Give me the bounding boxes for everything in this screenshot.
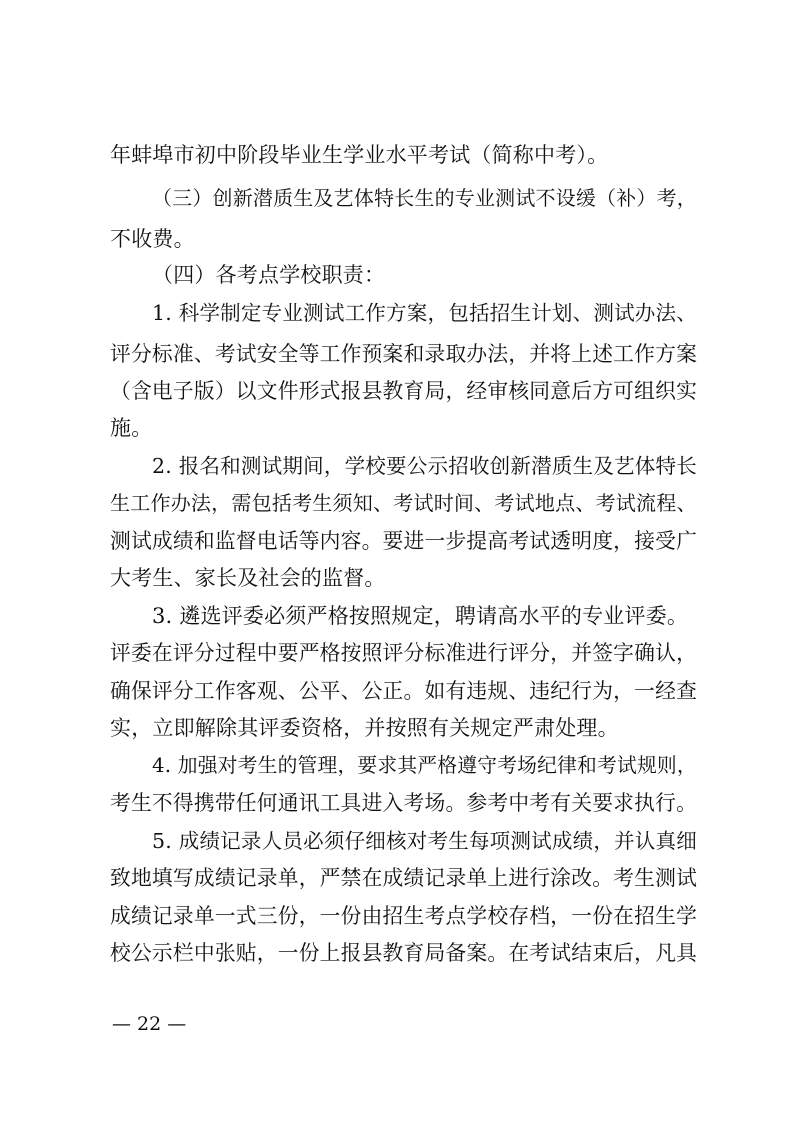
page-number: — 22 — (112, 1013, 187, 1035)
text-line: 3. 遴选评委必须严格按照规定，聘请高水平的专业评委。 (152, 604, 689, 628)
text-line: （三）创新潜质生及艺体特长生的专业测试不设缓（补）考， (152, 186, 697, 210)
text-line: 考生不得携带任何通讯工具进入考场。参考中考有关要求执行。 (110, 791, 698, 815)
text-line: 施。 (110, 416, 153, 440)
text-line: 4. 加强对考生的管理，要求其严格遵守考场纪律和考试规则， (152, 754, 697, 777)
text-line: 评分标准、考试安全等工作预案和录取办法，并将上述工作方案 (110, 342, 698, 366)
text-line: 致地填写成绩记录单，严禁在成绩记录单上进行涂改。考生测试 (110, 866, 698, 890)
text-line: 评委在评分过程中要严格按照评分标准进行评分，并签字确认， (110, 641, 698, 665)
text-line: 1. 科学制定专业测试工作方案，包括招生计划、测试办法、 (152, 301, 697, 325)
text-line: 年蚌埠市初中阶段毕业生学业水平考试（简称中考）。 (110, 143, 609, 167)
text-line: 大考生、家长及社会的监督。 (110, 566, 386, 590)
text-line: 成绩记录单一式三份，一份由招生考点学校存档，一份在招生学 (110, 904, 698, 928)
text-line: 生工作办法，需包括考生须知、考试时间、考试地点、考试流程、 (110, 491, 697, 515)
text-line: 实，立即解除其评委资格，并按照有关规定严肃处理。 (110, 716, 619, 740)
text-line: 校公示栏中张贴，一份上报县教育局备案。在考试结束后，凡具 (110, 941, 698, 965)
text-line: （四）各考点学校职责： (152, 263, 386, 287)
text-line: （含电子版）以文件形式报县教育局，经审核同意后方可组织实 (110, 379, 698, 403)
text-line: 5. 成绩记录人员必须仔细核对考生每项测试成绩，并认真细 (152, 829, 697, 853)
text-line: 不收费。 (110, 227, 195, 251)
text-line: 确保评分工作客观、公平、公正。如有违规、违纪行为，一经查 (110, 679, 698, 703)
text-line: 2. 报名和测试期间，学校要公示招收创新潜质生及艺体特长 (152, 454, 697, 478)
text-line: 测试成绩和监督电话等内容。要进一步提高考试透明度，接受广 (110, 529, 698, 553)
